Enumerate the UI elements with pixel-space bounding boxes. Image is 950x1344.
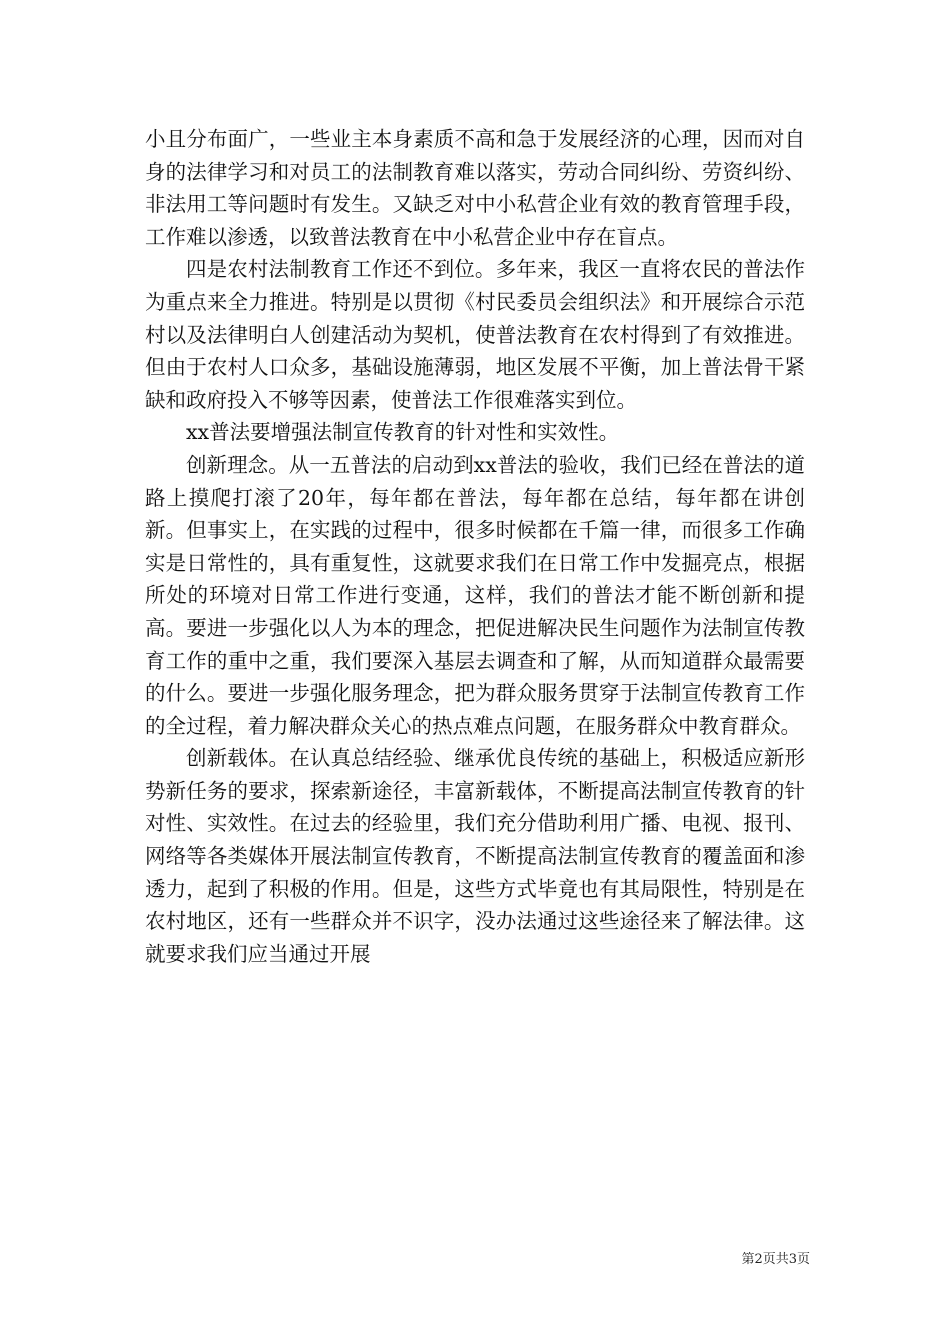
paragraph-innovate-carrier: 创新载体。在认真总结经验、继承优良传统的基础上，积极适应新形势新任务的要求，探索新途径，丰富新载体，不断提高法制宣传教育的针对性、实效性。在过去的经验里，我们充分借助利用广播、电视、报刊、网络等各类媒体开展法制宣传教育，不断提高法制宣传教育的覆盖面和渗透力，起到了积极的作用。但是，这些方式毕竟也有其局限性，特别是在农村地区，还有一些群众并不识字，没办法通过这些途径来了解法律。这就要求我们应当通过开展	[145, 746, 805, 966]
paragraph-continuation: 小且分布面广，一些业主本身素质不高和急于发展经济的心理，因而对自身的法律学习和对员工的法制教育难以落实，劳动合同纠纷、劳资纠纷、非法用工等问题时有发生。又缺乏对中小私营企业有效的教育管理手段，工作难以渗透，以致普法教育在中小私营企业中存在盲点。	[145, 127, 805, 249]
paragraph-innovate-concept: 创新理念。从一五普法的启动到xx普法的验收，我们已经在普法的道路上摸爬打滚了20年，每年都在普法，每年都在总结，每年都在讲创新。但事实上，在实践的过程中，很多时候都在千篇一律，而很多工作确实是日常性的，具有重复性，这就要求我们在日常工作中发掘亮点，根据所处的环境对日常工作进行变通，这样，我们的普法才能不断创新和提高。要进一步强化以人为本的理念，把促进解决民生问题作为法制宣传教育工作的重中之重，我们要深入基层去调查和了解，从而知道群众最需要的什么。要进一步强化服务理念，把为群众服务贯穿于法制宣传教育工作的全过程，着力解决群众关心的热点难点问题，在服务群众中教育群众。	[145, 452, 805, 738]
page-number-footer: 第2页共3页	[741, 1252, 810, 1267]
body-text	[145, 123, 805, 970]
paragraph-rural-education: 四是农村法制教育工作还不到位。多年来，我区一直将农民的普法作为重点来全力推进。特别是以贯彻《村民委员会组织法》和开展综合示范村以及法律明白人创建活动为契机，使普法教育在农村得到了有效推进。但由于农村人口众多，基础设施薄弱，地区发展不平衡，加上普法骨干紧缺和政府投入不够等因素，使普法工作很难落实到位。	[145, 257, 805, 412]
paragraph-section-heading: xx普法要增强法制宣传教育的针对性和实效性。	[186, 420, 620, 445]
